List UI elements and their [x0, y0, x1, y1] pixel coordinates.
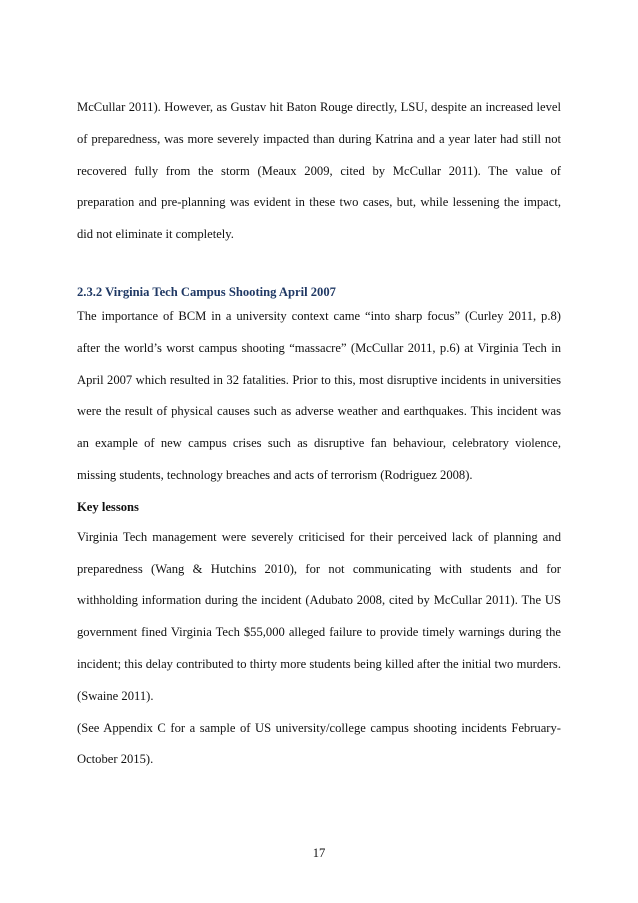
section-paragraph: The importance of BCM in a university context came “into sharp focus” (Curley 2011, p.8) after the world’s worst campus shooting “massacre” (McCullar 2011, p.6) at Virginia Tech in April 2007 which resulted in 32 fatalities. Prior to this, most disruptive incidents in universities were the result of physical causes such as adverse weather and earthquakes. This incident was an example of new campus crises such as disruptive fan behaviour, celebratory violence, missing students, technology breaches and acts of terrorism (Rodriguez 2008). — [77, 308, 561, 482]
document-page — [77, 92, 561, 776]
intro-paragraph: McCullar 2011). However, as Gustav hit Baton Rouge directly, LSU, despite an increased level of preparedness, was more severely impacted than during Katrina and a year later had still not recovered fully from the storm (Meaux 2009, cited by McCullar 2011). The value of preparation and pre-planning was evident in these two cases, but, while lessening the impact, did not eliminate it completely. — [77, 100, 561, 242]
appendix-note: (See Appendix C for a sample of US university/college campus shooting incidents February-October 2015). — [77, 720, 561, 767]
section-heading: 2.3.2 Virginia Tech Campus Shooting April 2007 — [77, 284, 336, 299]
page-number: 17 — [312, 846, 326, 860]
key-lessons-heading: Key lessons — [77, 499, 139, 514]
section-spacer — [77, 251, 561, 283]
key-lessons-paragraph: Virginia Tech management were severely criticised for their perceived lack of planning and preparedness (Wang & Hutchins 2010), for not communicating with students and for withholding information during the incident (Adubato 2008, cited by McCullar 2011). The US government fined Virginia Tech $55,000 alleged failure to provide timely warnings during the incident; this delay contributed to thirty more students being killed after the initial two murders. (Swaine 2011). — [77, 529, 561, 703]
